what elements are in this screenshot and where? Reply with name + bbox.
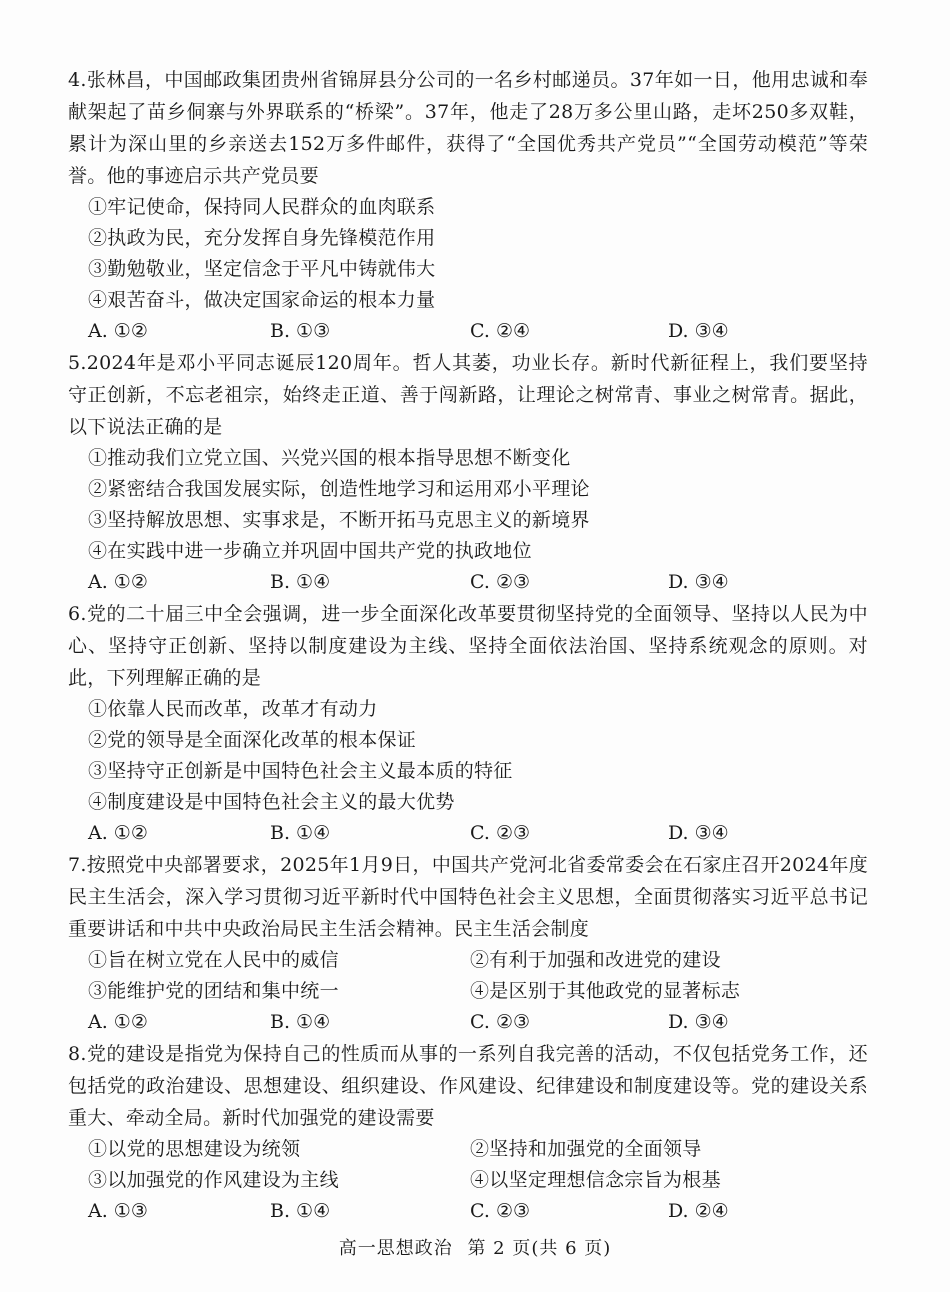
question-stem (68, 1038, 868, 1134)
answer-choice-a[interactable]: A. ①② (88, 320, 148, 342)
question-number: 4. (68, 69, 87, 91)
statement-item: ④艰苦奋斗，做决定国家命运的根本力量 (88, 289, 436, 311)
answer-choice-d[interactable]: D. ③④ (668, 320, 729, 342)
statement-item: ④在实践中进一步确立并巩固中国共产党的执政地位 (88, 540, 532, 562)
question-6 (68, 598, 868, 849)
answer-choice-b[interactable]: B. ①④ (270, 822, 331, 844)
question-8 (68, 1038, 868, 1227)
answer-choices (68, 1007, 868, 1038)
answer-choice-c[interactable]: C. ②③ (470, 571, 531, 593)
answer-choice-a[interactable]: A. ①② (88, 822, 148, 844)
statement-item: ①牢记使命，保持同人民群众的血肉联系 (88, 196, 436, 218)
statement-list (68, 1134, 868, 1196)
question-stem (68, 598, 868, 694)
statement-item: ①依靠人民而改革，改革才有动力 (88, 698, 378, 720)
question-text: 2024年是邓小平同志诞辰120周年。哲人其萎，功业长存。新时代新征程上，我们要坚持守正创新，不忘老祖宗，始终走正道、善于闯新路，让理论之树常青、事业之树常青。据此，以下说法正确的是 (68, 352, 868, 438)
statement-list (68, 945, 868, 1007)
statement-item: ①推动我们立党立国、兴党兴国的根本指导思想不断变化 (88, 447, 571, 469)
questions-area (68, 64, 868, 1227)
statement-item: ②执政为民，充分发挥自身先锋模范作用 (88, 227, 436, 249)
answer-choices (68, 567, 868, 598)
statement-item: ②党的领导是全面深化改革的根本保证 (88, 729, 417, 751)
answer-choice-d[interactable]: D. ②④ (668, 1200, 729, 1222)
question-number: 5. (68, 352, 87, 374)
answer-choice-c[interactable]: C. ②④ (470, 320, 531, 342)
answer-choice-b[interactable]: B. ①④ (270, 1011, 331, 1033)
statement-list (68, 443, 868, 567)
answer-choice-a[interactable]: A. ①③ (88, 1200, 148, 1222)
statement-item: ④是区别于其他政党的显著标志 (470, 980, 741, 1002)
statement-item: ③坚持解放思想、实事求是，不断开拓马克思主义的新境界 (88, 509, 590, 531)
statement-item: ③坚持守正创新是中国特色社会主义最本质的特征 (88, 760, 513, 782)
question-text: 党的建设是指党为保持自己的性质而从事的一系列自我完善的活动，不仅包括党务工作，还包括党的政治建设、思想建设、组织建设、作风建设、纪律建设和制度建设等。党的建设关系重大、牵动全局。新时代加强党的建设需要 (68, 1043, 868, 1129)
statement-item: ③以加强党的作风建设为主线 (88, 1169, 339, 1191)
question-stem (68, 64, 868, 192)
question-7 (68, 849, 868, 1038)
statement-item: ④以坚定理想信念宗旨为根基 (470, 1169, 721, 1191)
statement-item: ①旨在树立党在人民中的威信 (88, 949, 339, 971)
statement-item: ②坚持和加强党的全面领导 (470, 1138, 702, 1160)
answer-choice-a[interactable]: A. ①② (88, 571, 148, 593)
statement-item: ②紧密结合我国发展实际，创造性地学习和运用邓小平理论 (88, 478, 590, 500)
answer-choice-c[interactable]: C. ②③ (470, 1200, 531, 1222)
answer-choices (68, 818, 868, 849)
page-footer (0, 1234, 950, 1260)
statement-item: ③勤勉敬业，坚定信念于平凡中铸就伟大 (88, 258, 436, 280)
footer-page-number: 第 2 页(共 6 页) (467, 1238, 612, 1259)
answer-choices (68, 1196, 868, 1227)
answer-choice-d[interactable]: D. ③④ (668, 1011, 729, 1033)
answer-choice-a[interactable]: A. ①② (88, 1011, 148, 1033)
answer-choice-b[interactable]: B. ①④ (270, 571, 331, 593)
question-5 (68, 347, 868, 598)
answer-choice-d[interactable]: D. ③④ (668, 822, 729, 844)
statement-item: ④制度建设是中国特色社会主义的最大优势 (88, 791, 455, 813)
question-text: 党的二十届三中全会强调，进一步全面深化改革要贯彻坚持党的全面领导、坚持以人民为中心、坚持守正创新、坚持以制度建设为主线、坚持全面依法治国、坚持系统观念的原则。对此，下列理解正确的是 (68, 603, 868, 689)
answer-choice-c[interactable]: C. ②③ (470, 822, 531, 844)
statement-list (68, 694, 868, 818)
statement-item: ①以党的思想建设为统领 (88, 1138, 301, 1160)
statement-item: ②有利于加强和改进党的建设 (470, 949, 721, 971)
answer-choice-b[interactable]: B. ①③ (270, 320, 331, 342)
question-number: 8. (68, 1043, 87, 1065)
question-4 (68, 64, 868, 347)
question-stem (68, 347, 868, 443)
question-number: 6. (68, 603, 87, 625)
answer-choices (68, 316, 868, 347)
question-text: 张林昌，中国邮政集团贵州省锦屏县分公司的一名乡村邮递员。37年如一日，他用忠诚和奉献架起了苗乡侗寨与外界联系的“桥梁”。37年，他走了28万多公里山路，走坏250多双鞋，累计为深山里的乡亲送去152万多件邮件，获得了“全国优秀共产党员”“全国劳动模范”等荣誉。他的事迹启示共产党员要 (68, 69, 868, 187)
question-stem (68, 849, 868, 945)
answer-choice-c[interactable]: C. ②③ (470, 1011, 531, 1033)
answer-choice-b[interactable]: B. ①④ (270, 1200, 331, 1222)
footer-subject: 高一思想政治 (338, 1238, 453, 1259)
answer-choice-d[interactable]: D. ③④ (668, 571, 729, 593)
statement-list (68, 192, 868, 316)
question-text: 按照党中央部署要求，2025年1月9日，中国共产党河北省委常委会在石家庄召开2024年度民主生活会，深入学习贯彻习近平新时代中国特色社会主义思想，全面贯彻落实习近平总书记重要讲话和中共中央政治局民主生活会精神。民主生活会制度 (68, 854, 868, 940)
statement-item: ③能维护党的团结和集中统一 (88, 980, 339, 1002)
question-number: 7. (68, 854, 87, 876)
